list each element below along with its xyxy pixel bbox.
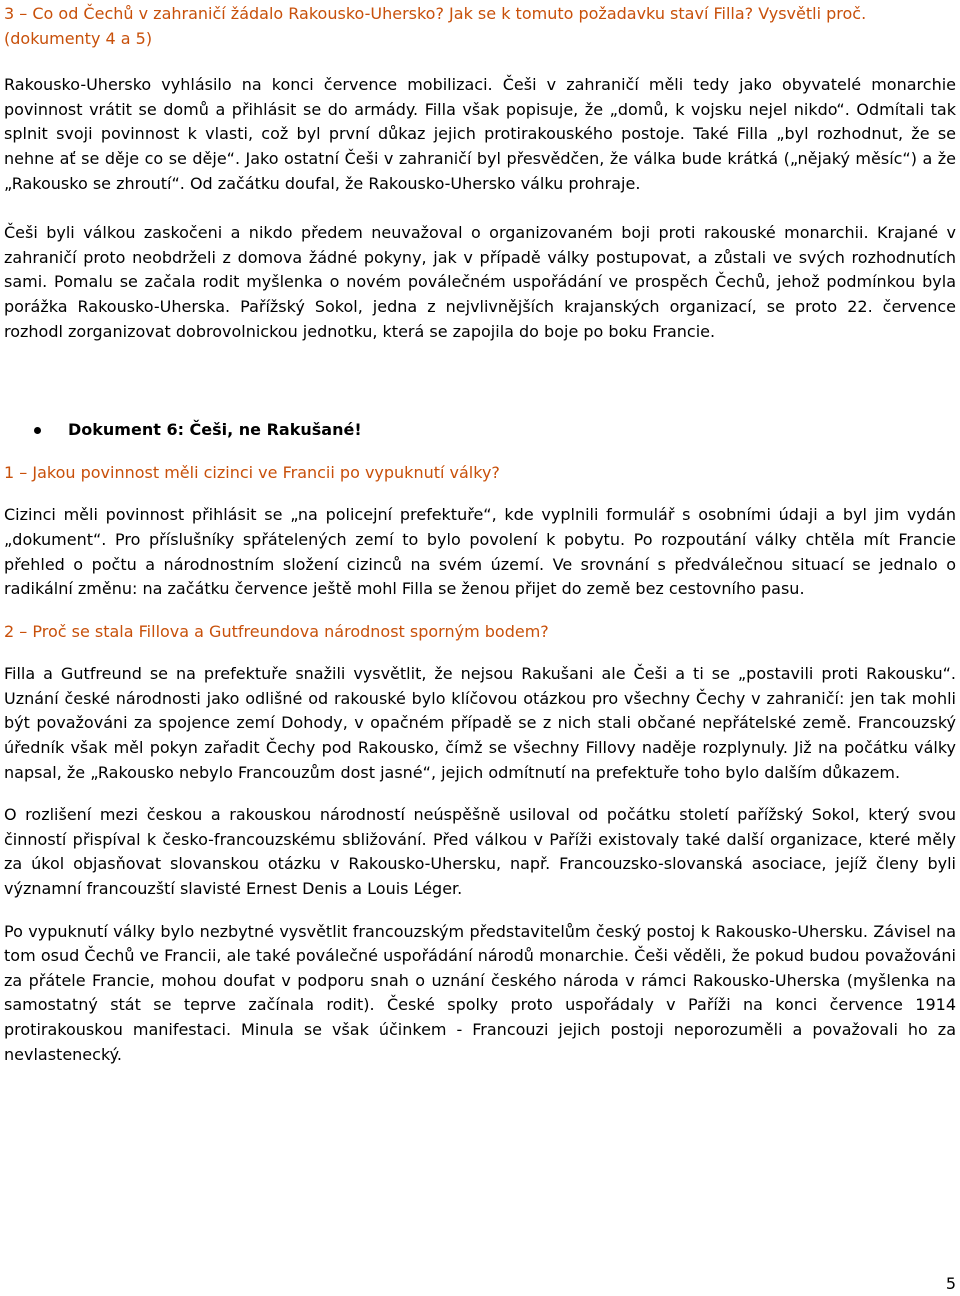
paragraph-mobilization: Rakousko-Uhersko vyhlásilo na konci července mobilizaci. Češi v zahraničí měli tedy jako obyvatelé monarchie povinnost vrátit se domů a přihlásit se do armády. Filla však popisuje, že „domů, k vojsku nejel nikdo“. Odmítali tak splnit svoji povinnost k vlasti, což byl první důkaz jejich protirakouského postoje. Také Filla „byl rozhodnut, že se nehne ať se děje co se děje“. Jako ostatní Češi v zahraničí byl přesvědčen, že válka bude krátká („nějaký měsíc“) a že „Rakousko se zhroutí“. Od začátku doufal, že Rakousko-Uhersko válku prohraje. [4,75,956,193]
document-page [4,0,956,1067]
question-2: 2 – Proč se stala Fillova a Gutfreundova národnost sporným bodem? [4,621,549,641]
page-number: 5 [945,1274,956,1293]
paragraph-after-war-outbreak: Po vypuknutí války bylo nezbytné vysvětlit francouzským představitelům český postoj k Rakousko-Uhersku. Závisel na tom osud Čechů ve Francii, ale také poválečné uspořádání národů monarchie. Češi věděli, že pokud budou považováni za přátele Francie, mohou doufat v podporu snah o uznání českého národa v rámci Rakousko-Uherska (myšlenka na samostatný stát se teprve začínala rodit). České spolky proto uspořádaly v Paříži na konci července 1914 protirakouskou manifestaci. Minula se však účinkem - Francouzi jejich postoji neporozuměli a považovali ho za nevlastenecký. [4,921,956,1064]
question-3: 3 – Co od Čechů v zahraničí žádalo Rakousko-Uhersko? Jak se k tomuto požadavku staví Filla? Vysvětli proč. (dokumenty 4 a 5) [4,4,867,48]
paragraph-czech-unprepared: Češi byli válkou zaskočeni a nikdo předem neuvažoval o organizovaném boji proti rakouské monarchii. Krajané v zahraničí proto neobdrželi z domova žádné pokyny, jak v případě války postupovat, a zůstali ve svých rozhodnutích sami. Pomalu se začala rodit myšlenka o novém poválečném uspořádání ve prospěch Čechů, jehož podmínkou byla porážka Rakousko-Uherska. Pařížský Sokol, jedna z nejvlivnějších krajanských organizací, se proto 22. července rozhodl zorganizovat dobrovolnickou jednotku, která se zapojila do boje po boku Francie. [4,223,956,341]
bullet-icon [34,427,41,434]
document-6-title: Dokument 6: Češi, ne Rakušané! [68,420,362,440]
question-1: 1 – Jakou povinnost měli cizinci ve Francii po vypuknutí války? [4,462,500,482]
paragraph-sokol: O rozlišení mezi českou a rakouskou národností neúspěšně usiloval od počátku století pařížský Sokol, který svou činností přispíval k česko-francouzskému sbližování. Před válkou v Paříži existovaly také další organizace, které měly za úkol objasňovat slovanskou otázku v Rakousko-Uhersku, např. Francouzsko-slovanská asociace, jejíž členy byli významní francouzští slavisté Ernest Denis a Louis Léger. [4,805,956,899]
paragraph-foreigners-duty: Cizinci měli povinnost přihlásit se „na policejní prefektuře“, kde vyplnili formulář s osobními údaji a byl jim vydán „dokument“. Pro příslušníky spřátelených zemí to bylo povolení k pobytu. Po rozpoutání války chtěla mít Francie přehled o počtu a národnostním složení cizinců na svém území. Ve srovnání s předválečnou situací se jednalo o radikální změnu: na začátku července ještě mohl Filla se ženou přijet do země bez cestovního pasu. [4,505,956,599]
paragraph-nationality-dispute: Filla a Gutfreund se na prefektuře snažili vysvětlit, že nejsou Rakušani ale Češi a ti se „postavili proti Rakousku“. Uznání české národnosti jako odlišné od rakouské bylo klíčovou otázkou pro všechny Čechy v zahraničí: jen tak mohli být považováni za spojence zemí Dohody, v opačném případě se z nich stali občané nepřátelské země. Francouzský úředník však měl pokyn zařadit Čechy pod Rakousko, čímž se všechny Fillovy naděje rozplynuly. Již na počátku války napsal, že „Rakousko nebylo Francouzům dost jasné“, jejich odmítnutí na prefektuře toho bylo dalším důkazem. [4,664,956,782]
document-6-heading [4,418,956,443]
